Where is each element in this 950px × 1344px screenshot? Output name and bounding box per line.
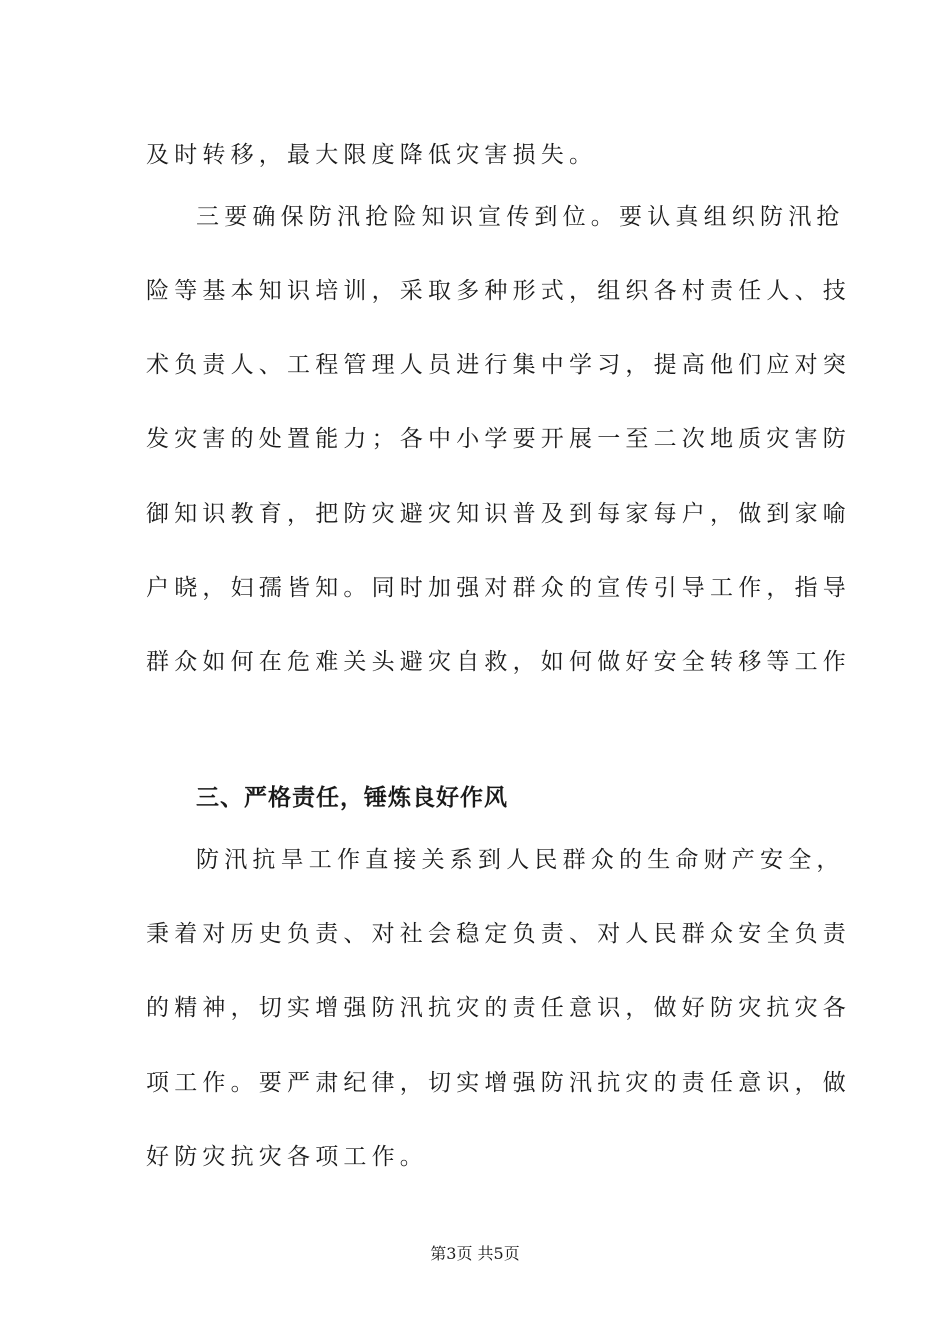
paragraph-2-line-2: 险等基本知识培训，采取多种形式，组织各村责任人、技: [146, 278, 851, 304]
paragraph-2-line-4: 发灾害的处置能力；各中小学要开展一至二次地质灾害防: [146, 426, 851, 452]
paragraph-2-line-1: 三要确保防汛抢险知识宣传到位。要认真组织防汛抢: [196, 204, 845, 230]
paragraph-2-line-7: 群众如何在危难关头避灾自救，如何做好安全转移等工作: [146, 649, 851, 675]
paragraph-2-line-5: 御知识教育，把防灾避灾知识普及到每家每户，做到家喻: [146, 501, 851, 527]
paragraph-3-line-3: 的精神，切实增强防汛抗灾的责任意识，做好防灾抗灾各: [146, 995, 851, 1021]
paragraph-1-line-1: 及时转移，最大限度降低灾害损失。: [146, 142, 598, 168]
paragraph-3-line-4: 项工作。要严肃纪律，切实增强防汛抗灾的责任意识，做: [146, 1070, 851, 1096]
paragraph-3-line-2: 秉着对历史负责、对社会稳定负责、对人民群众安全负责: [146, 921, 851, 947]
paragraph-3-line-1: 防汛抗旱工作直接关系到人民群众的生命财产安全，: [196, 847, 845, 873]
page-number-footer: 第3页 共5页: [430, 1244, 520, 1263]
section-heading: 三、严格责任，锤炼良好作风: [196, 785, 508, 811]
paragraph-2-line-6: 户晓，妇孺皆知。同时加强对群众的宣传引导工作，指导: [146, 575, 851, 601]
paragraph-2-line-3: 术负责人、工程管理人员进行集中学习，提高他们应对突: [146, 352, 851, 378]
paragraph-3-line-5: 好防灾抗灾各项工作。: [146, 1144, 428, 1170]
